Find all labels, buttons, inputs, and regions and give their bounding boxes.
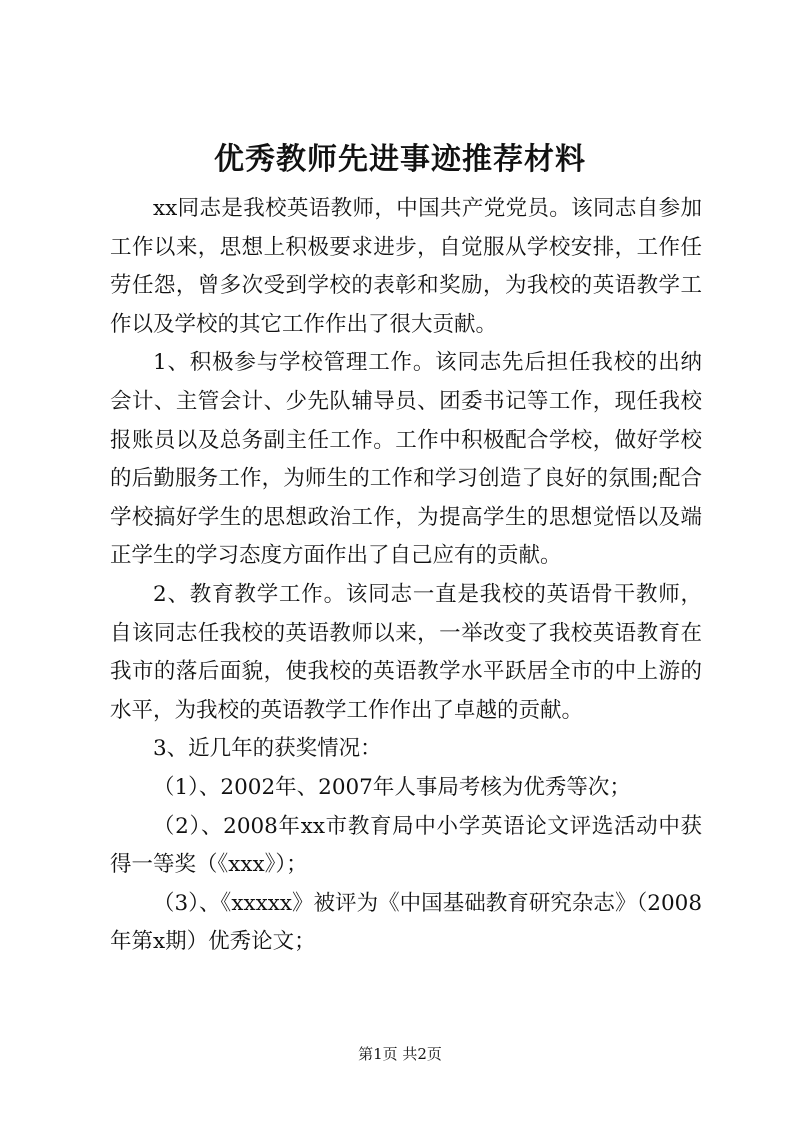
- paragraph-management-work: 1、积极参与学校管理工作。该同志先后担任我校的出纳会计、主管会计、少先队辅导员、团委书记等工作，现任我校报账员以及总务副主任工作。工作中积极配合学校，做好学校的后勤服务工作，为师生的工作和学习创造了良好的氛围;配合学校搞好学生的思想政治工作，为提高学生的思想觉悟以及端正学生的学习态度方面作出了自己应有的贡献。: [110, 350, 702, 569]
- page-footer: 第1页 共2页: [358, 1045, 442, 1063]
- paragraph-teaching-work: 2、教育教学工作。该同志一直是我校的英语骨干教师，自该同志任我校的英语教师以来，一举改变了我校英语教育在我市的落后面貌，使我校的英语教学水平跃居全市的中上游的水平，为我校的英语教学工作作出了卓越的贡献。: [110, 581, 702, 723]
- document-body: [110, 190, 702, 962]
- paragraph-award-3: （3）、《xxxxx》被评为《中国基础教育研究杂志》（2008年第x期）优秀论文；: [110, 890, 702, 955]
- paragraph-award-1: （1）、2002年、2007年人事局考核为优秀等次；: [153, 774, 631, 800]
- paragraph-award-2: （2）、2008年xx市教育局中小学英语论文评选活动中获得一等奖（《xxx》）；: [110, 813, 702, 878]
- paragraph-awards-heading: 3、近几年的获奖情况：: [153, 736, 382, 762]
- document-title: 优秀教师先进事迹推荐材料: [214, 142, 586, 177]
- paragraph-intro: xx同志是我校英语教师，中国共产党党员。该同志自参加工作以来，思想上积极要求进步，自觉服从学校安排，工作任劳任怨，曾多次受到学校的表彰和奖励，为我校的英语教学工作以及学校的其它工作作出了很大贡献。: [110, 196, 702, 337]
